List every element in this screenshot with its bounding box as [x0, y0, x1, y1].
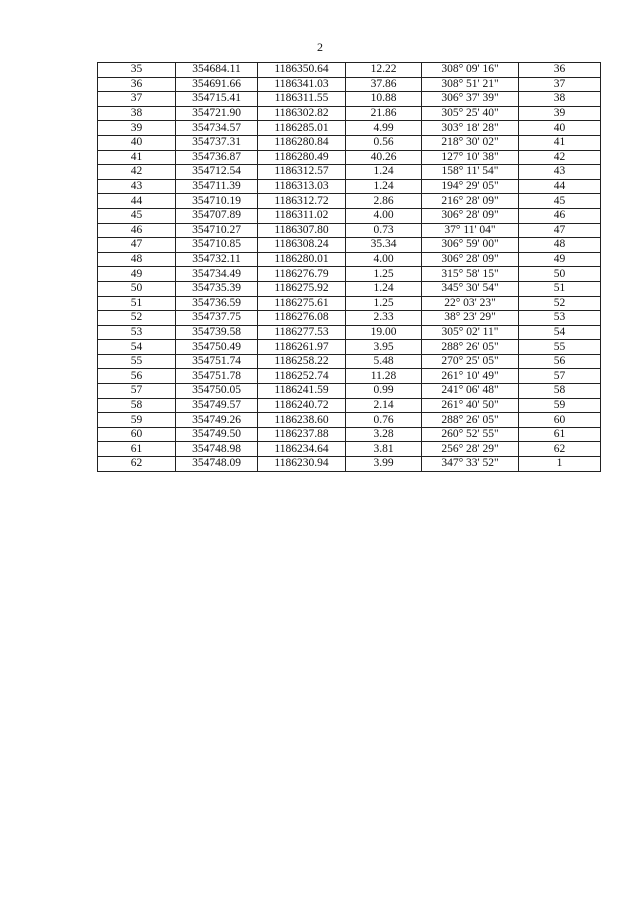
x-coordinate-cell: 354737.75 — [176, 311, 258, 326]
distance-cell: 37.86 — [346, 77, 422, 92]
next-point-cell: 50 — [519, 267, 601, 282]
x-coordinate-cell: 354721.90 — [176, 106, 258, 121]
point-number-cell: 46 — [98, 223, 176, 238]
y-coordinate-cell: 1186350.64 — [258, 63, 346, 78]
bearing-cell: 306° 28' 09" — [422, 252, 519, 267]
next-point-cell: 38 — [519, 92, 601, 107]
y-coordinate-cell: 1186238.60 — [258, 413, 346, 428]
table-row — [98, 179, 601, 194]
y-coordinate-cell: 1186307.80 — [258, 223, 346, 238]
x-coordinate-cell: 354710.19 — [176, 194, 258, 209]
bearing-cell: 306° 28' 09" — [422, 208, 519, 223]
x-coordinate-cell: 354749.50 — [176, 427, 258, 442]
table-row — [98, 354, 601, 369]
bearing-cell: 216° 28' 09" — [422, 194, 519, 209]
page-number: 2 — [317, 40, 323, 54]
point-number-cell: 37 — [98, 92, 176, 107]
table-row — [98, 340, 601, 355]
bearing-cell: 315° 58' 15" — [422, 267, 519, 282]
y-coordinate-cell: 1186275.61 — [258, 296, 346, 311]
y-coordinate-cell: 1186302.82 — [258, 106, 346, 121]
next-point-cell: 57 — [519, 369, 601, 384]
point-number-cell: 38 — [98, 106, 176, 121]
y-coordinate-cell: 1186280.01 — [258, 252, 346, 267]
x-coordinate-cell: 354750.05 — [176, 384, 258, 399]
distance-cell: 1.24 — [346, 281, 422, 296]
point-number-cell: 45 — [98, 208, 176, 223]
bearing-cell: 127° 10' 38" — [422, 150, 519, 165]
distance-cell: 19.00 — [346, 325, 422, 340]
x-coordinate-cell: 354732.11 — [176, 252, 258, 267]
bearing-cell: 270° 25' 05" — [422, 354, 519, 369]
y-coordinate-cell: 1186313.03 — [258, 179, 346, 194]
next-point-cell: 60 — [519, 413, 601, 428]
x-coordinate-cell: 354749.57 — [176, 398, 258, 413]
x-coordinate-cell: 354710.27 — [176, 223, 258, 238]
table-row — [98, 413, 601, 428]
bearing-cell: 303° 18' 28" — [422, 121, 519, 136]
bearing-cell: 158° 11' 54" — [422, 165, 519, 180]
point-number-cell: 44 — [98, 194, 176, 209]
distance-cell: 12.22 — [346, 63, 422, 78]
x-coordinate-cell: 354707.89 — [176, 208, 258, 223]
y-coordinate-cell: 1186276.79 — [258, 267, 346, 282]
distance-cell: 3.28 — [346, 427, 422, 442]
distance-cell: 40.26 — [346, 150, 422, 165]
x-coordinate-cell: 354751.74 — [176, 354, 258, 369]
table-row — [98, 296, 601, 311]
next-point-cell: 39 — [519, 106, 601, 121]
y-coordinate-cell: 1186311.55 — [258, 92, 346, 107]
table-row — [98, 194, 601, 209]
bearing-cell: 37° 11' 04" — [422, 223, 519, 238]
next-point-cell: 41 — [519, 135, 601, 150]
next-point-cell: 61 — [519, 427, 601, 442]
point-number-cell: 40 — [98, 135, 176, 150]
next-point-cell: 56 — [519, 354, 601, 369]
point-number-cell: 61 — [98, 442, 176, 457]
y-coordinate-cell: 1186252.74 — [258, 369, 346, 384]
point-number-cell: 48 — [98, 252, 176, 267]
point-number-cell: 39 — [98, 121, 176, 136]
point-number-cell: 42 — [98, 165, 176, 180]
next-point-cell: 47 — [519, 223, 601, 238]
table-row — [98, 325, 601, 340]
table-row — [98, 106, 601, 121]
bearing-cell: 288° 26' 05" — [422, 413, 519, 428]
y-coordinate-cell: 1186276.08 — [258, 311, 346, 326]
table-row — [98, 281, 601, 296]
bearing-cell: 260° 52' 55" — [422, 427, 519, 442]
distance-cell: 1.24 — [346, 165, 422, 180]
distance-cell: 4.99 — [346, 121, 422, 136]
next-point-cell: 52 — [519, 296, 601, 311]
table-row — [98, 311, 601, 326]
y-coordinate-cell: 1186311.02 — [258, 208, 346, 223]
point-number-cell: 49 — [98, 267, 176, 282]
bearing-cell: 194° 29' 05" — [422, 179, 519, 194]
x-coordinate-cell: 354750.49 — [176, 340, 258, 355]
coordinates-table — [97, 62, 601, 472]
next-point-cell: 37 — [519, 77, 601, 92]
y-coordinate-cell: 1186280.49 — [258, 150, 346, 165]
distance-cell: 35.34 — [346, 238, 422, 253]
y-coordinate-cell: 1186234.64 — [258, 442, 346, 457]
y-coordinate-cell: 1186285.01 — [258, 121, 346, 136]
next-point-cell: 53 — [519, 311, 601, 326]
bearing-cell: 261° 10' 49" — [422, 369, 519, 384]
x-coordinate-cell: 354711.39 — [176, 179, 258, 194]
y-coordinate-cell: 1186237.88 — [258, 427, 346, 442]
point-number-cell: 51 — [98, 296, 176, 311]
distance-cell: 4.00 — [346, 208, 422, 223]
point-number-cell: 52 — [98, 311, 176, 326]
table-row — [98, 208, 601, 223]
distance-cell: 3.99 — [346, 457, 422, 472]
x-coordinate-cell: 354736.59 — [176, 296, 258, 311]
distance-cell: 3.95 — [346, 340, 422, 355]
y-coordinate-cell: 1186261.97 — [258, 340, 346, 355]
point-number-cell: 35 — [98, 63, 176, 78]
point-number-cell: 58 — [98, 398, 176, 413]
y-coordinate-cell: 1186258.22 — [258, 354, 346, 369]
distance-cell: 2.33 — [346, 311, 422, 326]
y-coordinate-cell: 1186312.57 — [258, 165, 346, 180]
y-coordinate-cell: 1186230.94 — [258, 457, 346, 472]
bearing-cell: 38° 23' 29" — [422, 311, 519, 326]
next-point-cell: 49 — [519, 252, 601, 267]
next-point-cell: 58 — [519, 384, 601, 399]
bearing-cell: 241° 06' 48" — [422, 384, 519, 399]
x-coordinate-cell: 354734.57 — [176, 121, 258, 136]
x-coordinate-cell: 354691.66 — [176, 77, 258, 92]
point-number-cell: 50 — [98, 281, 176, 296]
bearing-cell: 308° 51' 21" — [422, 77, 519, 92]
distance-cell: 0.56 — [346, 135, 422, 150]
table-row — [98, 252, 601, 267]
table-row — [98, 92, 601, 107]
next-point-cell: 44 — [519, 179, 601, 194]
next-point-cell: 36 — [519, 63, 601, 78]
table-row — [98, 427, 601, 442]
x-coordinate-cell: 354748.98 — [176, 442, 258, 457]
table-row — [98, 135, 601, 150]
table-row — [98, 150, 601, 165]
table-row — [98, 267, 601, 282]
distance-cell: 1.25 — [346, 296, 422, 311]
next-point-cell: 42 — [519, 150, 601, 165]
y-coordinate-cell: 1186308.24 — [258, 238, 346, 253]
distance-cell: 0.99 — [346, 384, 422, 399]
distance-cell: 0.73 — [346, 223, 422, 238]
table-row — [98, 384, 601, 399]
next-point-cell: 54 — [519, 325, 601, 340]
bearing-cell: 218° 30' 02" — [422, 135, 519, 150]
next-point-cell: 43 — [519, 165, 601, 180]
distance-cell: 1.24 — [346, 179, 422, 194]
x-coordinate-cell: 354735.39 — [176, 281, 258, 296]
point-number-cell: 60 — [98, 427, 176, 442]
point-number-cell: 54 — [98, 340, 176, 355]
bearing-cell: 308° 09' 16" — [422, 63, 519, 78]
distance-cell: 0.76 — [346, 413, 422, 428]
next-point-cell: 40 — [519, 121, 601, 136]
point-number-cell: 56 — [98, 369, 176, 384]
point-number-cell: 36 — [98, 77, 176, 92]
bearing-cell: 256° 28' 29" — [422, 442, 519, 457]
point-number-cell: 55 — [98, 354, 176, 369]
table-row — [98, 223, 601, 238]
distance-cell: 21.86 — [346, 106, 422, 121]
table-row — [98, 63, 601, 78]
bearing-cell: 261° 40' 50" — [422, 398, 519, 413]
distance-cell: 10.88 — [346, 92, 422, 107]
y-coordinate-cell: 1186277.53 — [258, 325, 346, 340]
x-coordinate-cell: 354739.58 — [176, 325, 258, 340]
table-row — [98, 369, 601, 384]
table-row — [98, 442, 601, 457]
bearing-cell: 22° 03' 23" — [422, 296, 519, 311]
next-point-cell: 62 — [519, 442, 601, 457]
point-number-cell: 53 — [98, 325, 176, 340]
bearing-cell: 306° 59' 00" — [422, 238, 519, 253]
bearing-cell: 306° 37' 39" — [422, 92, 519, 107]
bearing-cell: 305° 25' 40" — [422, 106, 519, 121]
bearing-cell: 347° 33' 52" — [422, 457, 519, 472]
next-point-cell: 46 — [519, 208, 601, 223]
x-coordinate-cell: 354734.49 — [176, 267, 258, 282]
x-coordinate-cell: 354715.41 — [176, 92, 258, 107]
x-coordinate-cell: 354712.54 — [176, 165, 258, 180]
x-coordinate-cell: 354749.26 — [176, 413, 258, 428]
y-coordinate-cell: 1186275.92 — [258, 281, 346, 296]
coordinates-table-body — [98, 63, 601, 472]
bearing-cell: 345° 30' 54" — [422, 281, 519, 296]
point-number-cell: 41 — [98, 150, 176, 165]
table-row — [98, 238, 601, 253]
y-coordinate-cell: 1186280.84 — [258, 135, 346, 150]
next-point-cell: 55 — [519, 340, 601, 355]
table-row — [98, 77, 601, 92]
table-row — [98, 165, 601, 180]
y-coordinate-cell: 1186240.72 — [258, 398, 346, 413]
point-number-cell: 62 — [98, 457, 176, 472]
next-point-cell: 45 — [519, 194, 601, 209]
next-point-cell: 48 — [519, 238, 601, 253]
bearing-cell: 305° 02' 11" — [422, 325, 519, 340]
point-number-cell: 57 — [98, 384, 176, 399]
distance-cell: 11.28 — [346, 369, 422, 384]
distance-cell: 2.86 — [346, 194, 422, 209]
distance-cell: 5.48 — [346, 354, 422, 369]
x-coordinate-cell: 354748.09 — [176, 457, 258, 472]
distance-cell: 1.25 — [346, 267, 422, 282]
distance-cell: 4.00 — [346, 252, 422, 267]
y-coordinate-cell: 1186241.59 — [258, 384, 346, 399]
table-row — [98, 398, 601, 413]
point-number-cell: 59 — [98, 413, 176, 428]
y-coordinate-cell: 1186312.72 — [258, 194, 346, 209]
distance-cell: 2.14 — [346, 398, 422, 413]
table-row — [98, 121, 601, 136]
y-coordinate-cell: 1186341.03 — [258, 77, 346, 92]
point-number-cell: 43 — [98, 179, 176, 194]
distance-cell: 3.81 — [346, 442, 422, 457]
next-point-cell: 1 — [519, 457, 601, 472]
table-row — [98, 457, 601, 472]
x-coordinate-cell: 354737.31 — [176, 135, 258, 150]
next-point-cell: 59 — [519, 398, 601, 413]
next-point-cell: 51 — [519, 281, 601, 296]
point-number-cell: 47 — [98, 238, 176, 253]
x-coordinate-cell: 354736.87 — [176, 150, 258, 165]
x-coordinate-cell: 354684.11 — [176, 63, 258, 78]
x-coordinate-cell: 354751.78 — [176, 369, 258, 384]
x-coordinate-cell: 354710.85 — [176, 238, 258, 253]
bearing-cell: 288° 26' 05" — [422, 340, 519, 355]
